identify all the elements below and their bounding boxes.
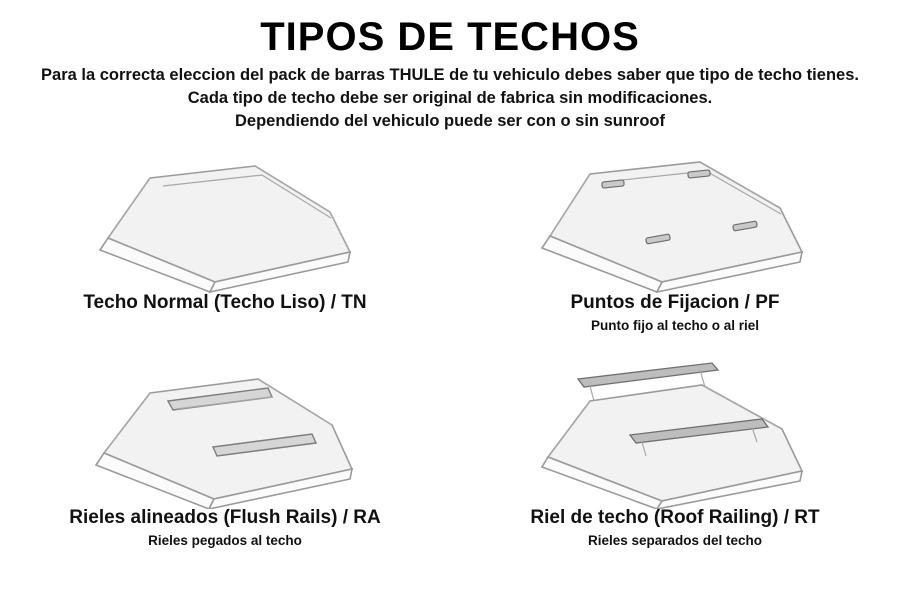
puntos-fijacion-caption: Puntos de Fijacion / PF: [570, 292, 780, 314]
poster-root: [0, 16, 900, 616]
roof-type-card-riel-de-techo: [450, 357, 900, 572]
techo-normal-illustration: [0, 142, 450, 294]
roof-types-grid: [0, 142, 900, 572]
intro-line-2: Cada tipo de techo debe ser original de fabrica sin modificaciones.: [187, 88, 713, 107]
intro-line-1: Para la correcta eleccion del pack de barras THULE de tu vehiculo debes saber que tipo de techo tienes.: [41, 66, 859, 84]
rieles-alineados-caption: Rieles alineados (Flush Rails) / RA: [69, 507, 381, 529]
roof-type-card-puntos-fijacion: [450, 142, 900, 357]
roof-type-card-techo-normal: [0, 142, 450, 357]
roof-type-card-rieles-alineados: [0, 357, 450, 572]
intro-line-3: Dependiendo del vehiculo puede ser con o sin sunroof: [235, 111, 665, 130]
techo-normal-caption: Techo Normal (Techo Liso) / TN: [83, 292, 367, 314]
puntos-fijacion-subcaption: Punto fijo al techo o al riel: [590, 318, 760, 334]
rieles-alineados-illustration: [0, 357, 450, 509]
page-title: TIPOS DE TECHOS: [260, 15, 640, 59]
riel-de-techo-subcaption: Rieles separados del techo: [587, 533, 763, 549]
rieles-alineados-subcaption: Rieles pegados al techo: [148, 533, 302, 549]
intro-text: [20, 64, 880, 132]
riel-de-techo-illustration: [450, 357, 900, 509]
riel-de-techo-caption: Riel de techo (Roof Railing) / RT: [530, 507, 820, 529]
puntos-fijacion-illustration: [450, 142, 900, 294]
